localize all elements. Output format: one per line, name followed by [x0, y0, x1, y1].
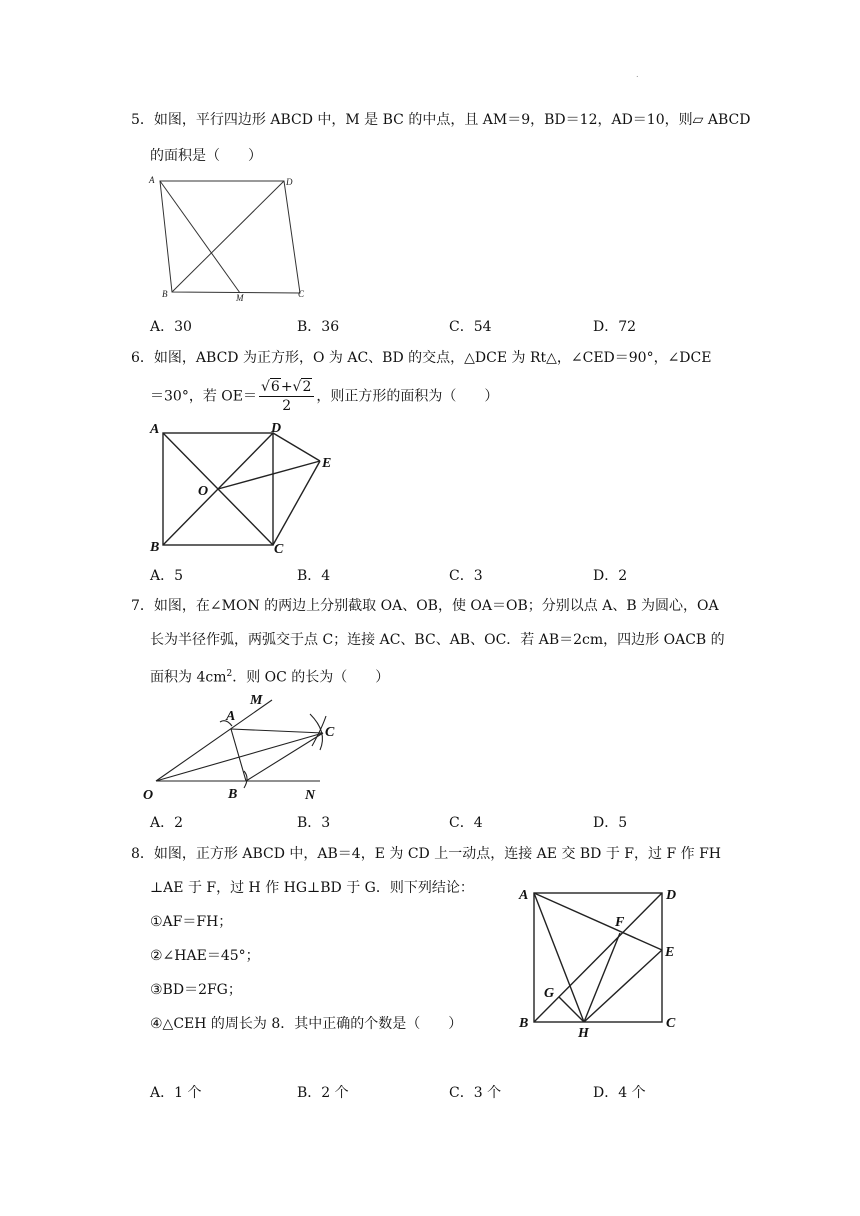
q8-option-c[interactable]: C．3 个 [449, 1085, 502, 1101]
q8-label-c: C [666, 1016, 676, 1031]
q7-line3-post: ．则 OC 的长为（ ） [232, 669, 390, 686]
q7-label-b: B [228, 787, 238, 802]
q6-frac-num-a: 6 [270, 379, 280, 395]
q7-label-m: M [250, 693, 263, 708]
q5-label-b: B [162, 289, 168, 299]
q6-option-c[interactable]: C．3 [449, 568, 483, 584]
q6-label-o: O [198, 484, 209, 499]
q8-item-2: ②∠HAE＝45°； [150, 948, 260, 964]
q8-option-a[interactable]: A．1 个 [150, 1085, 202, 1101]
q8-line2: ⊥AE 于 F，过 H 作 HG⊥BD 于 G．则下列结论： [150, 880, 474, 896]
q8-item-4: ④△CEH 的周长为 8．其中正确的个数是（ ） [150, 1016, 463, 1032]
q8-label-f: F [615, 915, 625, 930]
q6-frac-num-b: 2 [302, 379, 312, 395]
q5-label-c: C [298, 289, 305, 299]
q5-label-m: M [236, 293, 244, 303]
q6-fraction: $\frac{√6+√2}{2}$ [259, 378, 314, 415]
q7-option-b[interactable]: B．3 [297, 815, 331, 831]
q7-line1: 7．如图，在∠MON 的两边上分别截取 OA、OB，使 OA＝OB；分别以点 A、B 为圆心，OA [131, 598, 719, 614]
q7-option-c[interactable]: C．4 [449, 815, 483, 831]
q6-option-b[interactable]: B．4 [297, 568, 331, 584]
q5-option-b[interactable]: B．36 [297, 319, 340, 335]
q7-line3-pre: 面积为 4cm [150, 669, 227, 686]
q8-option-d[interactable]: D．4 个 [593, 1085, 646, 1101]
q7-option-d[interactable]: D．5 [593, 815, 628, 831]
q6-figure [140, 415, 350, 560]
q7-label-c: C [325, 725, 335, 740]
q6-frac-den: 2 [282, 398, 292, 414]
q7-label-o: O [143, 788, 154, 803]
q8-label-d: D [666, 888, 677, 903]
q8-item-3: ③BD＝2FG； [150, 982, 242, 998]
q5-figure [140, 170, 320, 305]
q7-figure [140, 688, 350, 806]
q8-label-g: G [544, 986, 555, 1001]
q6-label-c: C [274, 542, 284, 557]
q8-label-b: B [519, 1016, 529, 1031]
q7-label-a: A [226, 709, 236, 724]
q6-label-b: B [150, 540, 160, 555]
header-mark: . [636, 70, 639, 79]
q6-label-a: A [150, 422, 160, 437]
q8-label-e: E [665, 945, 675, 960]
q8-figure [512, 878, 692, 1043]
q6-line2 [150, 378, 498, 415]
q5-label-d: D [286, 177, 293, 187]
q5-option-d[interactable]: D．72 [593, 319, 637, 335]
q5-label-a: A [149, 175, 155, 185]
q8-line1: 8．如图，正方形 ABCD 中，AB＝4，E 为 CD 上一动点，连接 AE 交 BD 于 F，过 F 作 FH [131, 846, 722, 862]
q7-line3 [150, 664, 389, 688]
q7-line2: 长为半径作弧，两弧交于点 C；连接 AC、BC、AB、OC．若 AB＝2cm，四边形 OACB 的 [150, 632, 725, 648]
q6-line2-post: ，则正方形的面积为（ ） [316, 388, 499, 405]
q6-option-a[interactable]: A．5 [150, 568, 184, 584]
q5-line1: 5．如图，平行四边形 ABCD 中，M 是 BC 的中点，且 AM＝9，BD＝12，AD＝10，则▱ ABCD [131, 112, 751, 128]
q8-label-h: H [578, 1026, 589, 1041]
q7-line3-sup: 2 [226, 669, 233, 679]
q6-line1: 6．如图，ABCD 为正方形，O 为 AC、BD 的交点，△DCE 为 Rt△，∠CED＝90°，∠DCE [131, 350, 712, 366]
q8-option-b[interactable]: B．2 个 [297, 1085, 349, 1101]
q5-line2: 的面积是（ ） [150, 148, 262, 164]
q7-option-a[interactable]: A．2 [150, 815, 184, 831]
q7-label-n: N [305, 788, 316, 803]
q8-item-1: ①AF＝FH； [150, 914, 233, 930]
q6-line2-pre: ＝30°，若 OE＝ [150, 388, 257, 405]
q6-label-e: E [322, 456, 332, 471]
q6-option-d[interactable]: D．2 [593, 568, 628, 584]
q5-option-c[interactable]: C．54 [449, 319, 492, 335]
q8-label-a: A [519, 888, 529, 903]
q6-label-d: D [271, 421, 282, 436]
q6-frac-plus: + [280, 379, 293, 395]
q5-option-a[interactable]: A．30 [150, 319, 192, 335]
